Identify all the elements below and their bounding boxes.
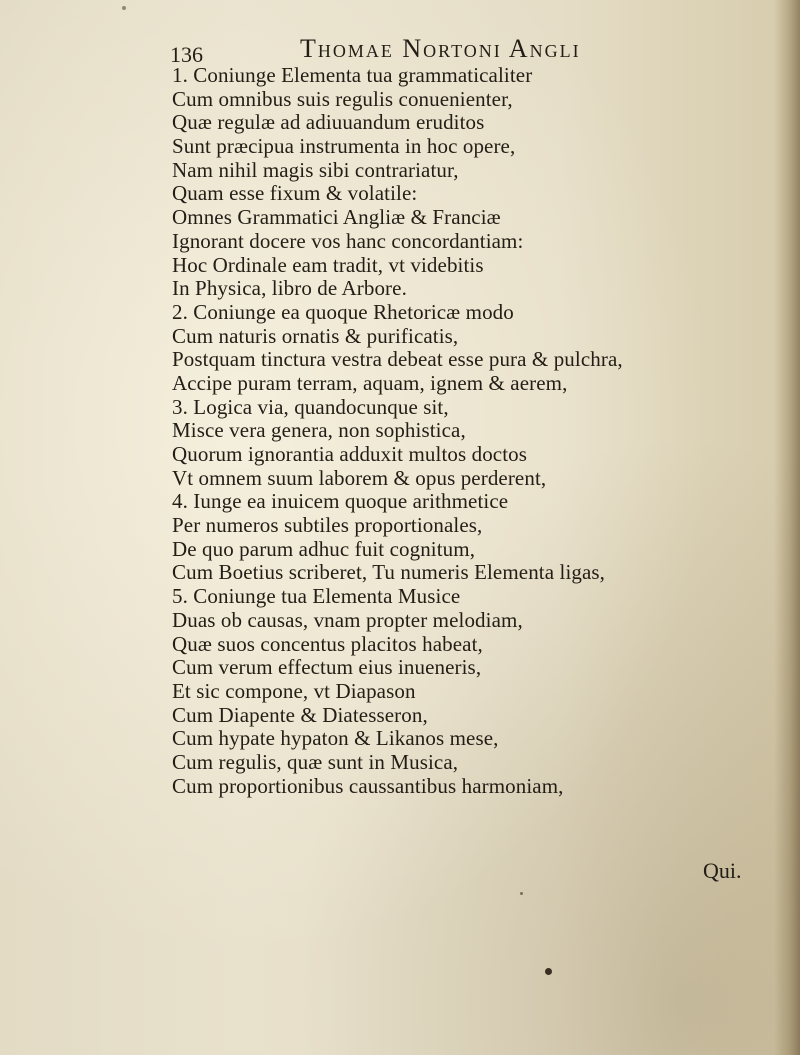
text-line: Cum omnibus suis regulis conuenienter, <box>172 86 513 111</box>
text-line: Sunt præcipua instrumenta in hoc opere, <box>172 134 516 159</box>
text-line: Cum regulis, quæ sunt in Musica, <box>172 749 459 774</box>
catchword: Qui. <box>703 858 742 883</box>
ink-speck <box>520 892 523 895</box>
text-line: Postquam tinctura vestra debeat esse pura & pulchra, <box>172 347 623 372</box>
text-line: Misce vera genera, non sophistica, <box>172 418 466 443</box>
text-line: Quæ regulæ ad adiuuandum eruditos <box>172 110 485 135</box>
text-line: Ignorant docere vos hanc concordantiam: <box>172 228 524 253</box>
text-line: Vt omnem suum laborem & opus perderent, <box>172 465 547 490</box>
text-line: In Physica, libro de Arbore. <box>172 276 407 301</box>
text-line: Nam nihil magis sibi contrariatur, <box>172 157 459 182</box>
text-line: Et sic compone, vt Diapason <box>172 678 416 703</box>
text-line: Quorum ignorantia adduxit multos doctos <box>172 442 528 466</box>
poem-text <box>172 64 692 798</box>
text-line: 3. Logica via, quandocunque sit, <box>172 394 449 419</box>
text-line: 4. Iunge ea inuicem quoque arithmetice <box>172 489 509 514</box>
running-head: Thomae Nortoni Angli <box>300 34 581 63</box>
page-header <box>170 30 640 66</box>
text-line: 5. Coniunge tua Elementa Musice <box>172 584 461 609</box>
text-line: De quo parum adhuc fuit cognitum, <box>172 536 476 561</box>
page-edge-shadow <box>774 0 800 1055</box>
text-line: Cum verum effectum eius inueneris, <box>172 655 482 680</box>
text-line: Accipe puram terram, aquam, ignem & aerem, <box>172 370 568 395</box>
text-line: Cum proportionibus caussantibus harmoniam, <box>172 773 564 798</box>
text-line: Per numeros subtiles proportionales, <box>172 513 483 538</box>
text-line: Omnes Grammatici Angliæ & Franciæ <box>172 205 501 230</box>
text-line: Cum Boetius scriberet, Tu numeris Elementa ligas, <box>172 560 606 585</box>
text-line: Hoc Ordinale eam tradit, vt videbitis <box>172 252 484 277</box>
ink-speck <box>545 968 552 975</box>
ink-speck <box>122 6 126 10</box>
text-line: Cum naturis ornatis & purificatis, <box>172 323 459 348</box>
text-line: Quam esse fixum & volatile: <box>172 181 418 206</box>
text-line: Cum Diapente & Diatesseron, <box>172 702 428 727</box>
page-number: 136 <box>170 42 203 67</box>
text-line: 1. Coniunge Elementa tua grammaticaliter <box>172 63 533 87</box>
text-line: Duas ob causas, vnam propter melodiam, <box>172 607 523 632</box>
text-line: Quæ suos concentus placitos habeat, <box>172 631 483 656</box>
text-line: Cum hypate hypaton & Likanos mese, <box>172 726 499 751</box>
text-line: 2. Coniunge ea quoque Rhetoricæ modo <box>172 299 514 324</box>
